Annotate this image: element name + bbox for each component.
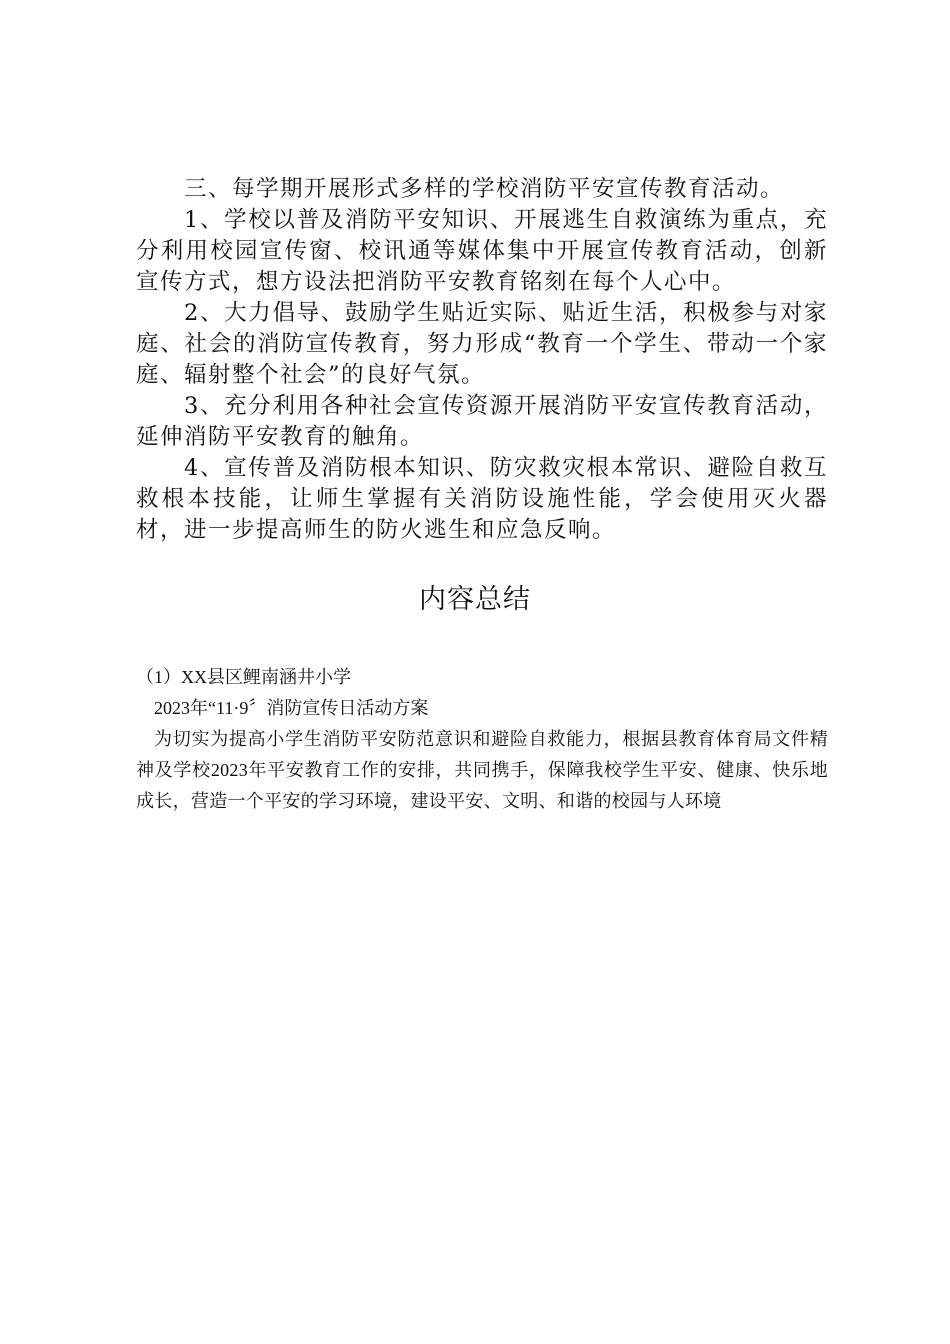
- summary-section: [136, 662, 828, 817]
- list-item-1-paragraph: 1、学校以普及消防平安知识、开展逃生自救演练为重点，充分利用校园宣传窗、校讯通等媒体集中开展宣传教育活动，创新宣传方式，想方设法把消防平安教育铭刻在每个人心中。: [136, 207, 828, 295]
- document-body: [136, 174, 828, 546]
- list-item-2-paragraph: 2、大力倡导、鼓励学生贴近实际、贴近生活，积极参与对家庭、社会的消防宣传教育，努力形成“教育一个学生、带动一个家庭、辐射整个社会”的良好气氛。: [136, 300, 828, 388]
- summary-plan-title: 2023年“11·9〞消防宣传日活动方案: [154, 698, 429, 718]
- summary-body: 为切实为提高小学生消防平安防范意识和避险自救能力，根据县教育体育局文件精神及学校2023年平安教育工作的安排，共同携手，保障我校学生平安、健康、快乐地成长，营造一个平安的学习环境，建设平安、文明、和谐的校园与人环境: [136, 729, 828, 811]
- list-item-4-paragraph: 4、宣传普及消防根本知识、防灾救灾根本常识、避险自救互救根本技能，让师生掌握有关消防设施性能，学会使用灭火器材，进一步提高师生的防火逃生和应急反响。: [136, 455, 828, 543]
- list-item-3-paragraph: 3、充分利用各种社会宣传资源开展消防平安宣传教育活动，延伸消防平安教育的触角。: [136, 393, 828, 450]
- section-heading-paragraph: 三、每学期开展形式多样的学校消防平安宣传教育活动。: [184, 176, 785, 202]
- summary-school-line: （1）XX县区鲤南涵井小学: [136, 667, 351, 687]
- summary-heading: 内容总结: [419, 584, 531, 615]
